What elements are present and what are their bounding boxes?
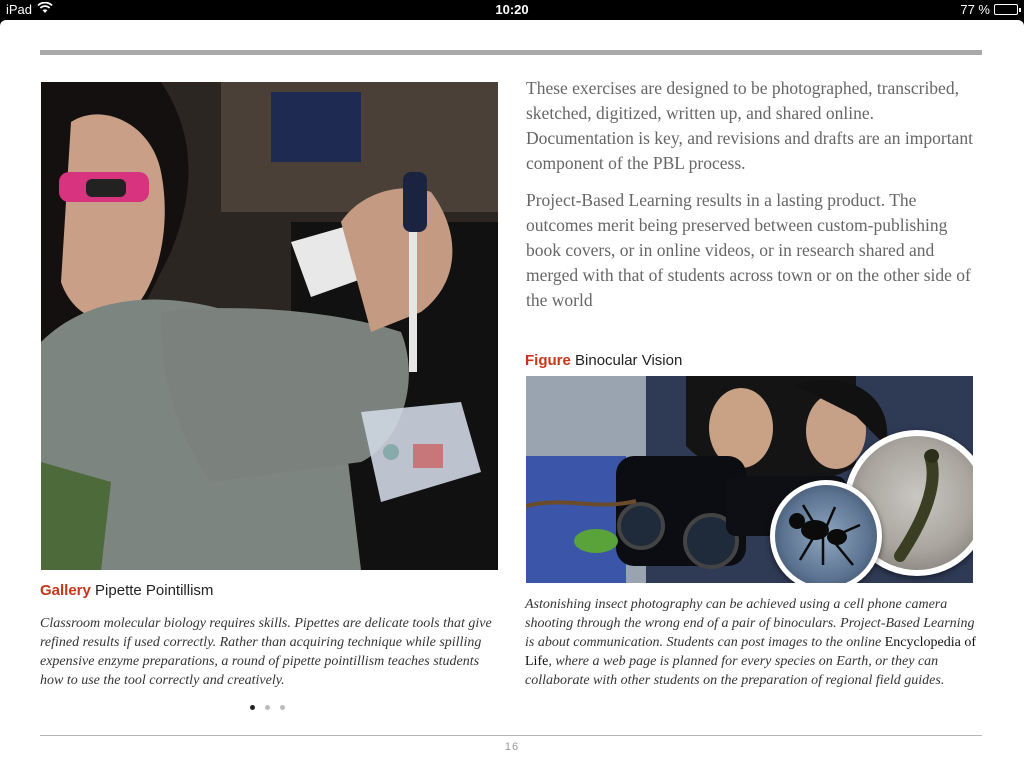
body-text <box>526 76 986 313</box>
gallery-caption <box>40 582 213 599</box>
body-paragraph: These exercises are designed to be photographed, transcribed, sketched, digitized, written up, and shared online. Documentation is key, and revisions and drafts are an important component of the PBL process. <box>526 78 973 173</box>
gallery-description: Classroom molecular biology requires skills. Pipettes are delicate tools that give refined results if used correctly. Rather than acquiring technique while spilling expensive enzyme preparations, a round of pipette pointillism teaches students how to use the tool correctly and creatively. <box>40 616 492 688</box>
book-page[interactable] <box>0 20 1024 768</box>
top-rule <box>40 50 982 55</box>
gallery-page-indicator[interactable] <box>250 705 285 710</box>
figure-description <box>525 595 985 690</box>
battery-percent: 77 % <box>960 2 990 17</box>
body-paragraph: Project-Based Learning results in a lasting product. The outcomes merit being preserved between custom-publishing book covers, or in online videos, or in research shared and merged with that of students across town or on the other side of the world <box>526 190 971 310</box>
page-dot[interactable] <box>280 705 285 710</box>
ant-icon <box>775 485 877 583</box>
page-dot[interactable] <box>250 705 255 710</box>
clock: 10:20 <box>495 2 529 17</box>
figure-description-end: , where a web page is planned for every species on Earth, or they can collaborate with other students on the preparation of regional field guides. <box>525 654 945 688</box>
battery-icon <box>994 4 1018 15</box>
gallery-title: Pipette Pointillism <box>95 582 214 599</box>
gallery-label: Gallery <box>40 582 91 599</box>
device-name: iPad <box>6 2 33 17</box>
figure-label: Figure <box>525 352 571 369</box>
page-number: 16 <box>504 741 520 753</box>
figure-title: Binocular Vision <box>575 352 683 369</box>
figure-caption <box>525 352 682 369</box>
figure-description-start: Astonishing insect photography can be achieved using a cell phone camera shooting through the wrong end of a pair of binoculars. Project-Based Learning is about communication. Students can post images to the online <box>525 597 975 650</box>
insect-closeup-small[interactable] <box>770 480 882 583</box>
page-dot[interactable] <box>265 705 270 710</box>
status-bar <box>0 0 1024 20</box>
gallery-photo-illustration <box>41 82 498 570</box>
figure-photo[interactable] <box>526 376 973 583</box>
bottom-rule <box>40 735 982 736</box>
encyclopedia-of-life-link[interactable]: Encyclopedia of Life <box>525 635 977 669</box>
gallery-photo[interactable] <box>41 82 498 570</box>
